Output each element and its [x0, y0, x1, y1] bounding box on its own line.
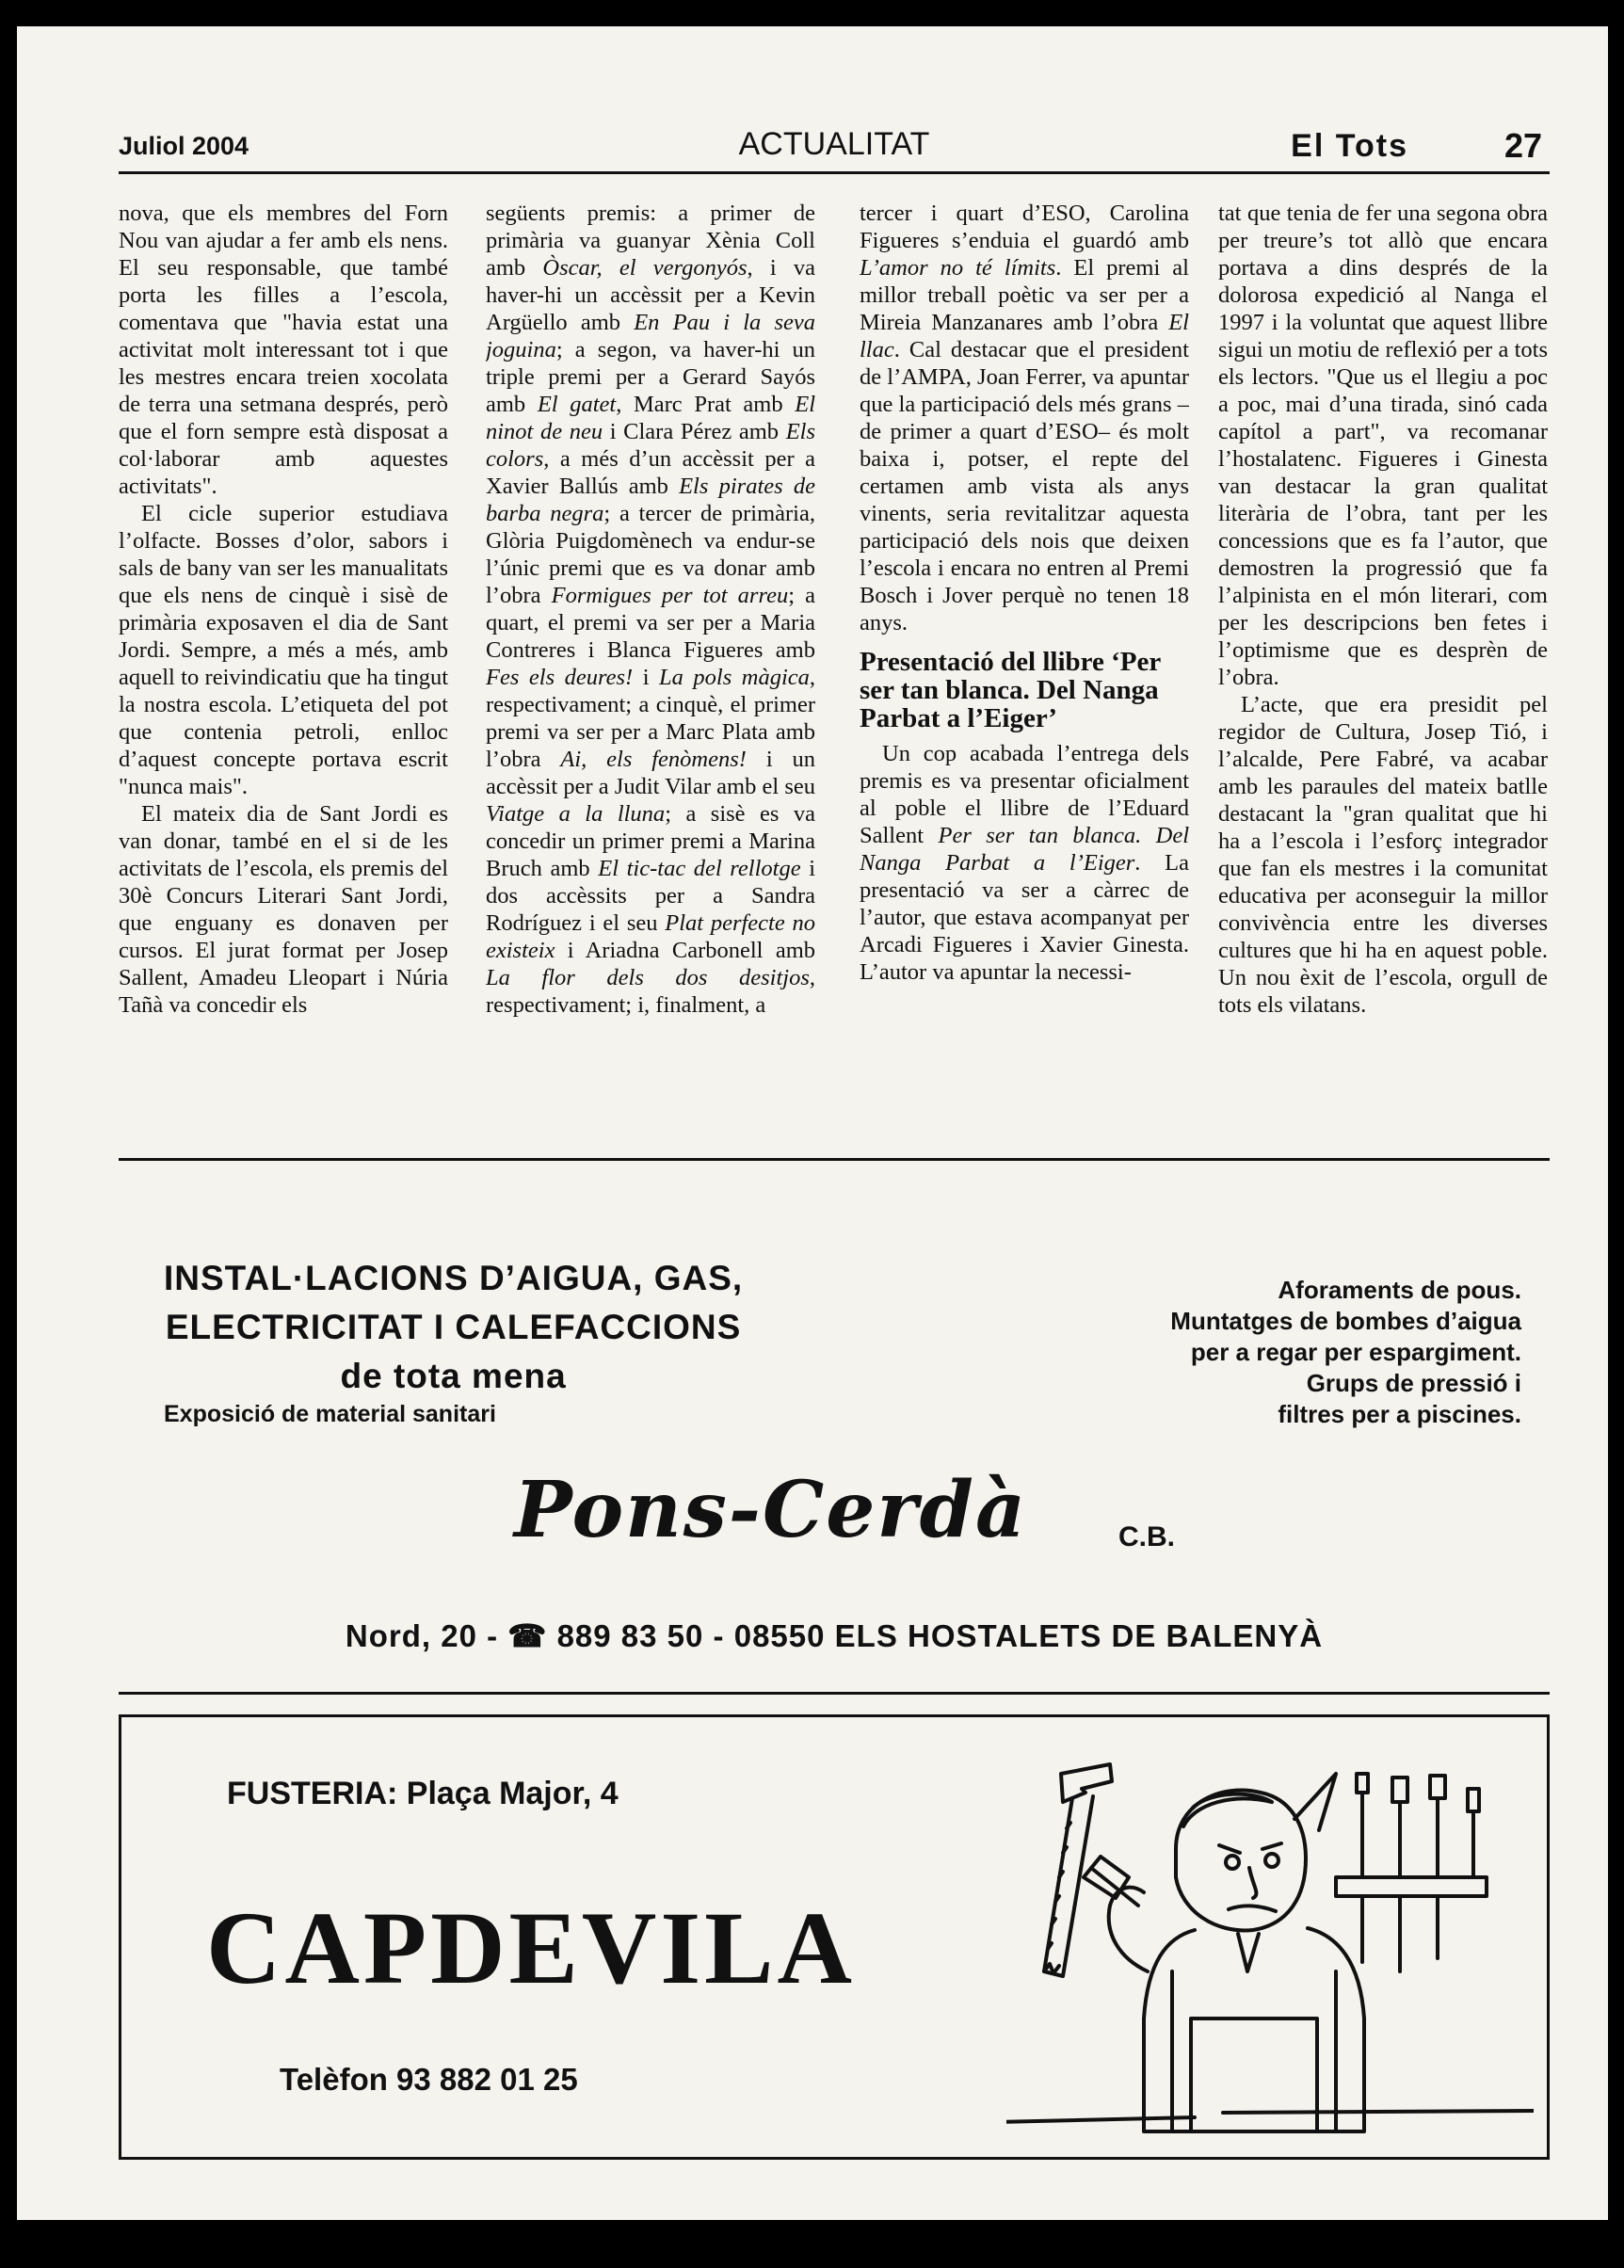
work-title: El ninot de neu: [486, 392, 815, 444]
paragraph: següents premis: a primer de primària va guanyar Xènia Coll amb Òscar, el vergonyós, i va haver-hi un accèssit per a Kevin Argüello amb En Pau i la seva joguina; a segon, va haver-hi un triple premi per a Gerard Sayós amb El gatet, Marc Prat amb El ninot de neu i Clara Pérez amb Els colors, a més d’un accèssit per a Xavier Ballús amb Els pirates de barba negra; a tercer de primària, Glòria Puigdomènech va endur-se l’únic premi que es va donar amb l’obra Formigues per tot arreu; a quart, el premi va ser per a Maria Contreres i Blanca Figueres amb Fes els deures! i La pols màgica, respectivament; a cinquè, el primer premi va ser per a Marc Plata amb l’obra Ai, els fenòmens! i un accèssit per a Judit Vilar amb el seu Viatge a la lluna; a sisè es va concedir un primer premi a Marina Bruch amb El tic-tac del rellotge i dos accèssits per a Sandra Rodríguez i el seu Plat perfecte no existeix i Ariadna Carbonell amb La flor dels dos desitjos, respectivament; i, finalment, a: [486, 201, 815, 1018]
work-title: La pols màgica: [659, 665, 810, 690]
paragraph: El mateix dia de Sant Jordi es van donar, també en el si de les activitats de l’escola, els premis del 30è Concurs Literari Sant Jordi, que enguany es donaven per cursos. El jurat format per Josep Sallent, Amadeu Lleopart i Núria Tañà va concedir els: [119, 801, 448, 1018]
article-column-1: [119, 200, 448, 1141]
divider-rule: [119, 1692, 1550, 1695]
work-title: Els pirates de barba negra: [486, 474, 815, 526]
ad-address: FUSTERIA: Plaça Major, 4: [227, 1776, 619, 1811]
company-logo: Pons-Cerdà: [514, 1465, 1028, 1555]
paragraph: L’acte, que era presidit pel regidor de Cultura, Josep Tió, i l’alcalde, Pere Fabré, va acabar amb les paraules del mateix batlle destacant la "gran qualitat que hi ha a l’escola i l’esforç integrador que fan els mestres i la comunitat educativa per aconseguir la millor convivència entre les diverses cultures que hi ha en aquest poble. Un nou èxit de l’escola, orgull de tots els vilatans.: [1218, 692, 1548, 1018]
ad-address: Nord, 20 - ☎ 889 83 50 - 08550 ELS HOSTALETS DE BALENYÀ: [345, 1618, 1324, 1653]
work-title: La flor dels dos desitjos: [486, 965, 810, 990]
newspaper-name: El Tots: [1291, 128, 1408, 164]
issue-date: Juliol 2004: [119, 132, 249, 160]
newspaper-page: [17, 26, 1608, 2220]
work-title: El gatet: [537, 392, 617, 417]
ad-headline: INSTAL·LACIONS D’AIGUA, GAS, ELECTRICITAT I CALEFACCIONS de tota mena: [164, 1259, 744, 1395]
work-title: Fes els deures!: [486, 665, 634, 690]
company-suffix: C.B.: [1118, 1521, 1175, 1552]
work-title: Viatge a la lluna: [486, 801, 666, 827]
work-title: Formigues per tot arreu: [551, 583, 789, 608]
work-title: El llac: [860, 310, 1189, 362]
work-title: Els colors: [486, 419, 815, 472]
article-columns: [119, 200, 1550, 1141]
work-title: Òscar, el vergonyós: [542, 255, 748, 281]
paragraph: nova, que els membres del Forn Nou van ajudar a fer amb els nens. El seu responsable, que també porta les filles a l’escola, comentava que "havia estat una activitat molt interessant tot i que les mestres encara treien xocolata de terra una setmana després, però que el forn sempre està disposat a col·laborar amb aquestes activitats".: [119, 201, 448, 499]
ad-showroom-text: Exposició de material sanitari: [164, 1401, 496, 1427]
article-column-2: [486, 200, 815, 1141]
book-title: Per ser tan blanca. Del Nanga Parbat a l’Eiger: [860, 823, 1189, 876]
work-title: L’amor no té límits: [860, 255, 1056, 281]
work-title: El tic-tac del rellotge: [598, 856, 801, 881]
work-title: Ai, els fenòmens!: [560, 747, 747, 772]
section-title: ACTUALITAT: [738, 126, 930, 162]
paragraph: Un cop acabada l’entrega dels premis es va presentar oficialment al poble el llibre de l’Eduard Sallent Per ser tan blanca. Del Nanga Parbat a l’Eiger. La presentació va ser a càrrec de l’autor, que estava acompanyat per Arcadi Figueres i Xavier Ginesta. L’autor va apuntar la necessi-: [860, 741, 1189, 985]
phone-icon: ☎: [507, 1618, 548, 1653]
advertisement-pons-cerda: [119, 1182, 1550, 1688]
advertisement-capdevila: [119, 1714, 1550, 2160]
paragraph: El cicle superior estudiava l’olfacte. Bosses d’olor, sabors i sals de bany van ser les manualitats que els nens de cinquè i sisè de primària exposaven el dia de Sant Jordi. Sempre, a més a més, amb aquell to reivindicatiu que ha tingut la nostra escola. L’etiqueta del pot que contenia petroli, enlloc d’aquest concepte portava escrit "nunca mais".: [119, 501, 448, 799]
article-column-4: [1218, 200, 1548, 1141]
company-name: CAPDEVILA: [206, 1890, 856, 2005]
paragraph: tercer i quart d’ESO, Carolina Figueres s’enduia el guardó amb L’amor no té límits. El premi al millor treball poètic va ser per a Mireia Manzanares amb l’obra El llac. Cal destacar que el president de l’AMPA, Joan Ferrer, va apuntar que la participació dels més grans –de primer a quart d’ESO– és molt baixa i, potser, el repte del certamen amb vista als anys vinents, seria revitalitzar aquesta participació dels nois que deixen l’escola i encara no entren al Premi Bosch i Jover perquè no tenen 18 anys.: [860, 201, 1189, 635]
page-number: 27: [1503, 126, 1542, 165]
paragraph: tat que tenia de fer una segona obra per treure’s tot allò que encara portava a dins després de la dolorosa expedició al Nanga el 1997 i la voluntat que aquest llibre sigui un motiu de reflexió per a tots els lectors. "Que us el llegiu a poc a poc, mai d’una tirada, sinó cada capítol a part", va recomanar l’hostalatenc. Figueres i Ginesta van destacar la gran qualitat literària de l’obra, tant per les concessions que es fa l’autor, que demostren la progressió que fa l’alpinista en el món literari, com per les descripcions ben fetes i l’optimisme que es desprèn de l’obra.: [1218, 201, 1548, 690]
page-header: [119, 105, 1550, 174]
article-column-3: [860, 200, 1189, 1141]
work-title: En Pau i la seva joguina: [486, 310, 815, 362]
work-title: Plat perfecte no existeix: [486, 910, 815, 963]
subheading: Presentació del llibre ‘Per ser tan blanca. Del Nanga Parbat a l’Eiger’: [860, 647, 1161, 733]
divider-rule: [119, 1158, 1550, 1161]
carpenter-illustration: [1006, 1736, 1534, 2150]
ad-telephone: Telèfon 93 882 01 25: [280, 2062, 578, 2097]
ad-services-list: Aforaments de pous. Muntatges de bombes d’aigua per a regar per espargiment. Grups de pressió i filtres per a piscines.: [1170, 1276, 1521, 1428]
